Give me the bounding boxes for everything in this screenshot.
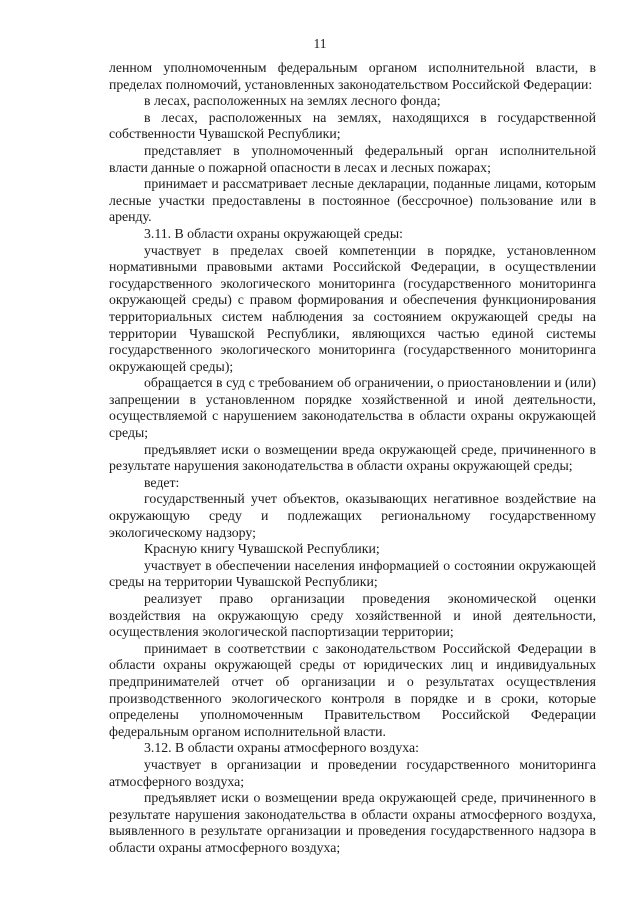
paragraph: принимает и рассматривает лесные декларации, поданные лицами, которым лесные участки предоставлены в постоянное (бессрочное) пользование или в аренду. <box>109 176 596 225</box>
paragraph: предъявляет иски о возмещении вреда окружающей среде, причиненного в результате нарушения законодательства в области охраны окружающей среды; <box>109 441 596 474</box>
paragraph: обращается в суд с требованием об ограничении, о приостановлении и (или) запрещении в установленном порядке хозяйственной и иной деятельности, осуществляемой с нарушением законодательства в области охраны окружающей среды; <box>109 375 596 441</box>
paragraph: реализует право организации проведения экономической оценки воздействия на окружающую среду хозяйственной и иной деятельности, осуществления экологической паспортизации территории; <box>109 591 596 640</box>
paragraph: предъявляет иски о возмещении вреда окружающей среде, причиненного в результате нарушения законодательства в области охраны атмосферного воздуха, выявленного в результате организации и проведения государственного надзора в области охраны атмосферного воздуха; <box>109 790 596 855</box>
section-heading-3-11: 3.11. В области охраны окружающей среды: <box>144 225 403 241</box>
document-body <box>109 60 596 857</box>
paragraph: участвует в обеспечении населения информацией о состоянии окружающей среды на территории Чувашской Республики; <box>109 557 596 590</box>
paragraph-continuation: ленном уполномоченным федеральным органом исполнительной власти, в пределах полномочий, установленных законодательством Российской Федерации: <box>109 60 596 92</box>
paragraph: государственный учет объектов, оказывающих негативное воздействие на окружающую среду и подлежащих региональному государственному экологическому надзору; <box>109 491 596 540</box>
paragraph: в лесах, расположенных на землях, находящихся в государственной собственности Чувашской Республики; <box>109 109 596 142</box>
paragraph: участвует в пределах своей компетенции в порядке, установленном нормативными правовыми актами Российской Федерации, в осуществлении государственного экологического мониторинга (государственного мониторинга окружающей среды) с правом формирования и обеспечения функционирования территориальных систем наблюдения за состоянием окружающей среды на территории Чувашской Республики, являющихся частью единой системы государственного экологического мониторинга (государственного мониторинга окружающей среды); <box>109 242 596 374</box>
paragraph: представляет в уполномоченный федеральный орган исполнительной власти данные о пожарной опасности в лесах и лесных пожарах; <box>109 142 596 175</box>
paragraph: Красную книгу Чувашской Республики; <box>144 541 380 557</box>
section-heading-3-12: 3.12. В области охраны атмосферного воздуха: <box>144 740 419 756</box>
paragraph: ведет: <box>144 474 180 490</box>
paragraph: принимает в соответствии с законодательством Российской Федерации в области охраны окружающей среды от юридических лиц и индивидуальных предпринимателей отчет об организации и о результатах осуществления производственного экологического контроля в порядке и в сроки, которые определены уполномоченным Правительством Российской Федерации федеральным органом исполнительной власти. <box>109 640 596 739</box>
paragraph: участвует в организации и проведении государственного мониторинга атмосферного воздуха; <box>109 756 596 789</box>
paragraph: в лесах, расположенных на землях лесного фонда; <box>144 93 441 109</box>
page-number: 11 <box>313 36 327 51</box>
